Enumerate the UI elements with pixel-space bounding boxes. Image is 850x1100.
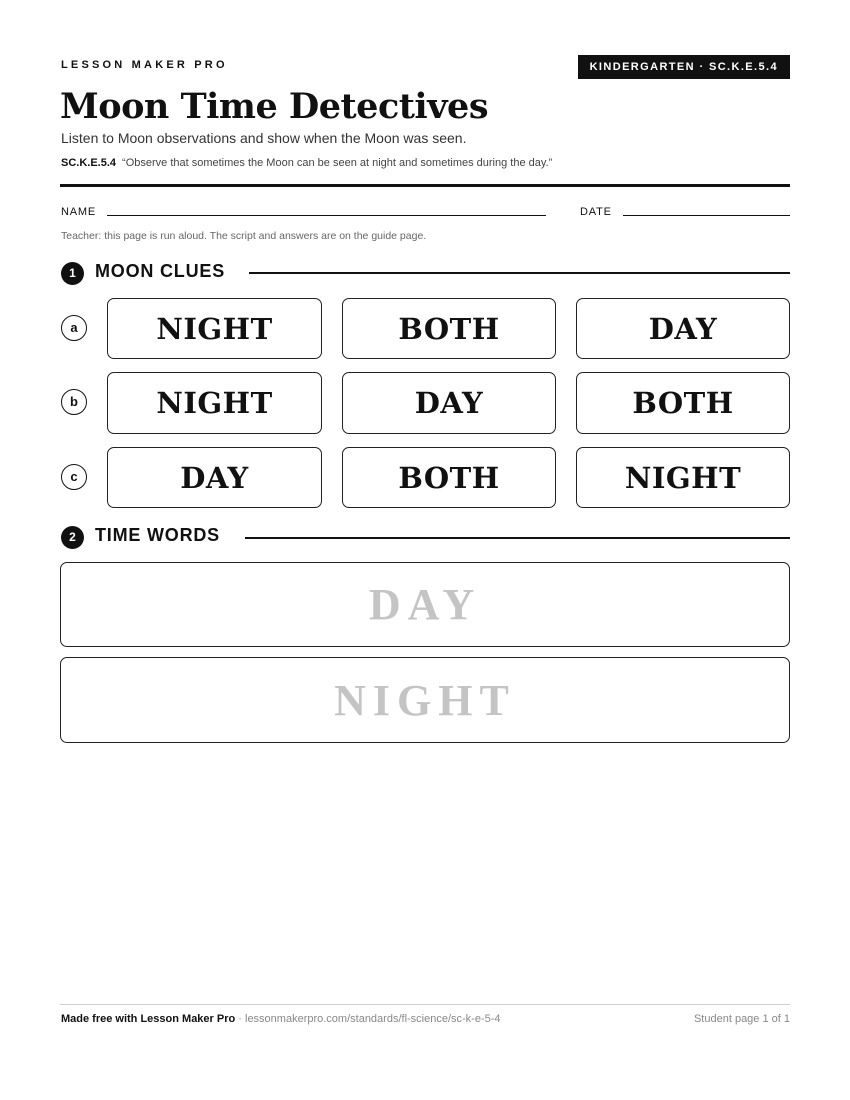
date-label: DATE	[580, 206, 612, 218]
teacher-note: Teacher: this page is run aloud. The script and answers are on the guide page.	[61, 230, 427, 242]
trace-word-night[interactable]: NIGHT	[60, 657, 790, 743]
clue-card-a-2[interactable]: BOTH	[342, 298, 556, 359]
grade-standard-badge: KINDERGARTEN · SC.K.E.5.4	[578, 55, 790, 79]
clue-card-c-1[interactable]: DAY	[107, 447, 322, 508]
clue-card-c-2[interactable]: BOTH	[342, 447, 556, 508]
header-divider	[60, 184, 790, 187]
standard-code: SC.K.E.5.4	[61, 157, 117, 169]
brand-name: LESSON MAKER PRO	[61, 59, 228, 71]
section-2-number: 2	[61, 526, 84, 549]
standard-statement	[61, 157, 552, 169]
row-a-letter: a	[61, 315, 87, 341]
section-1-title: MOON CLUES	[95, 261, 226, 281]
clue-card-a-1[interactable]: NIGHT	[107, 298, 322, 359]
page-subtitle: Listen to Moon observations and show when the Moon was seen.	[61, 130, 467, 146]
footer-divider	[60, 1004, 790, 1005]
clue-card-b-1[interactable]: NIGHT	[107, 372, 322, 434]
row-b-letter: b	[61, 389, 87, 415]
section-2-title: TIME WORDS	[95, 525, 220, 545]
footer-made-by: Made free with Lesson Maker Pro	[61, 1013, 236, 1025]
section-1-rule	[249, 272, 790, 274]
row-c-letter: c	[61, 464, 87, 490]
standard-text: “Observe that sometimes the Moon can be seen at night and sometimes during the day.”	[122, 157, 553, 169]
name-write-line[interactable]	[107, 215, 546, 216]
section-2-rule	[245, 537, 790, 539]
clue-card-a-3[interactable]: DAY	[576, 298, 790, 359]
name-label: NAME	[61, 206, 96, 218]
footer-credit	[61, 1013, 501, 1025]
trace-word-day[interactable]: DAY	[60, 562, 790, 647]
date-write-line[interactable]	[623, 215, 790, 216]
clue-card-b-3[interactable]: BOTH	[576, 372, 790, 434]
section-1-number: 1	[61, 262, 84, 285]
clue-card-b-2[interactable]: DAY	[342, 372, 556, 434]
footer-page-number: Student page 1 of 1	[693, 1013, 790, 1025]
footer-url: · lessonmakerpro.com/standards/fl-science/sc-k-e-5-4	[235, 1013, 501, 1025]
page-title: Moon Time Detectives	[60, 86, 489, 127]
clue-card-c-3[interactable]: NIGHT	[576, 447, 790, 508]
